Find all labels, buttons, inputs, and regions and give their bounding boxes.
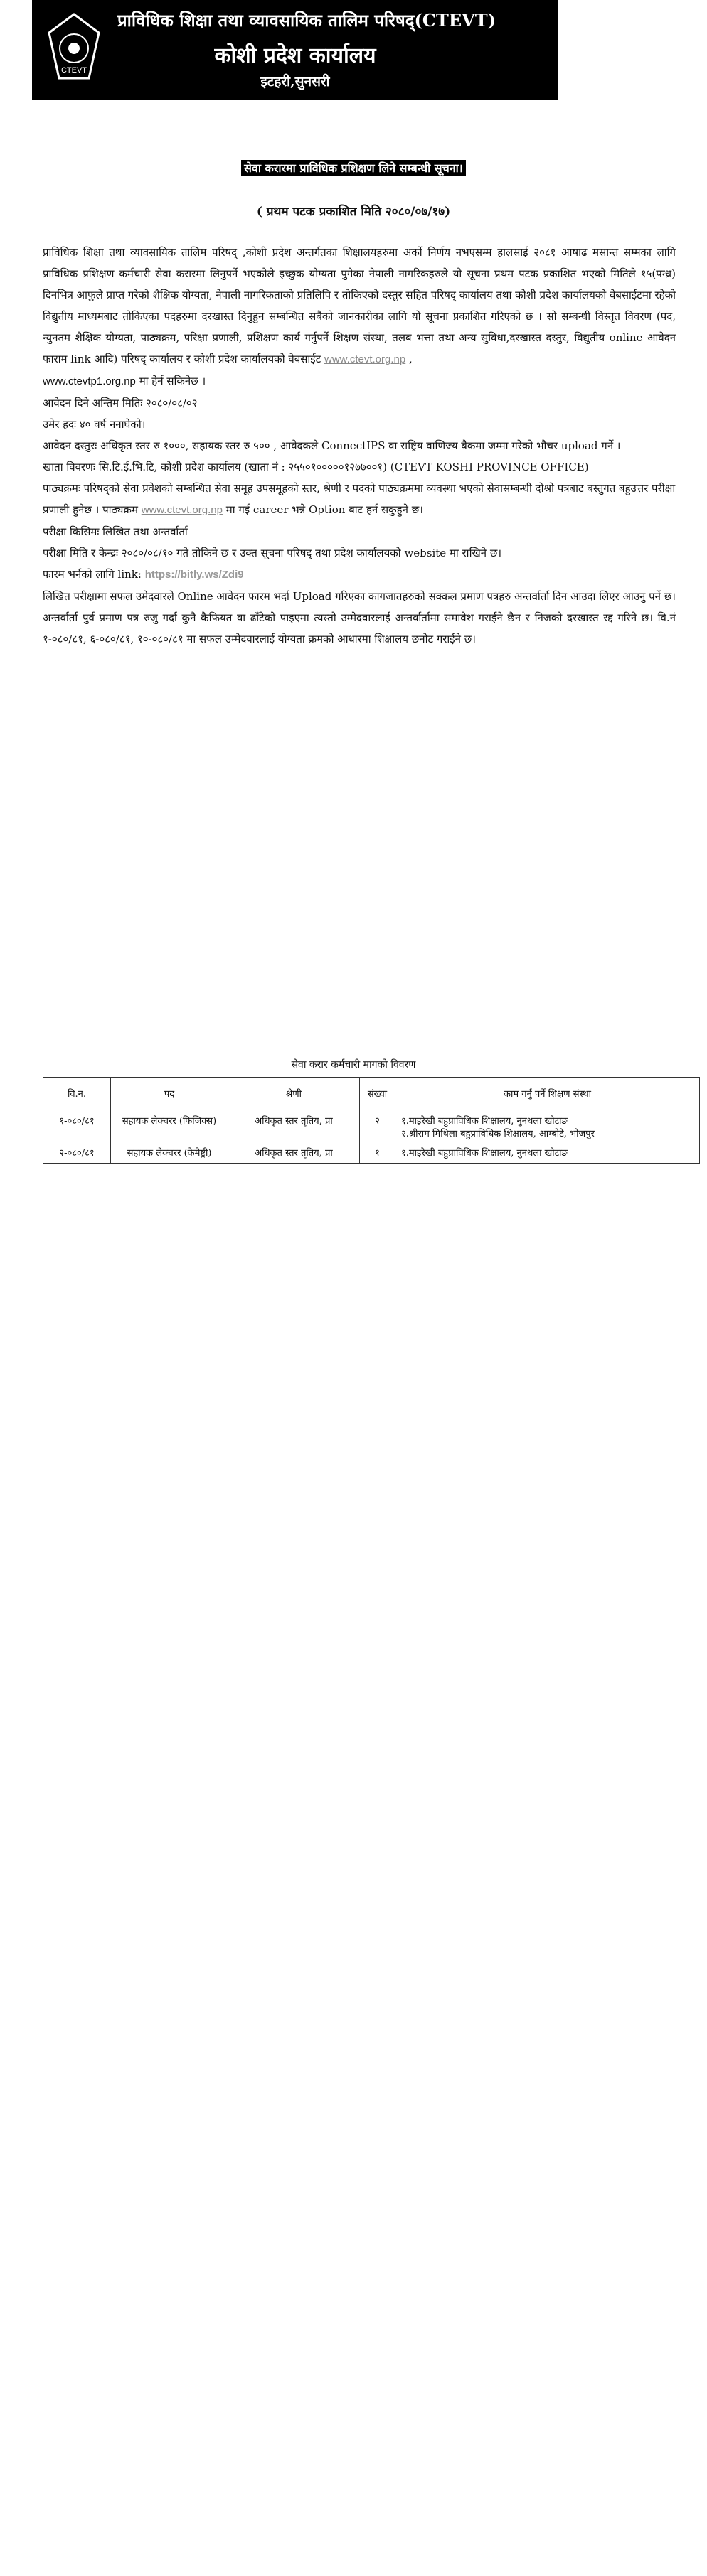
institution-item: १.माइरेखी बहुप्राविधिक शिक्षालय, नुनथला खोटाङ [401,1116,568,1127]
row-no: १-०८०/८१ [43,1112,111,1144]
application-fee: आवेदन दस्तुरः अधिकृत स्तर रु १०००, सहायक स्तर रु ५०० , आवेदकले ConnectIPS वा राष्ट्रिय वाणिज्य बैकमा जम्मा गरेको भौचर upload गर्ने । [43,439,621,452]
closing-paragraph: लिखित परीक्षामा सफल उमेदवारले Online आवेदन फारम भर्दा Upload गरिएका कागजातहरुको सक्कल प्रमाण पत्रहरु अन्तर्वार्ता दिन आउदा लिएर आउनु पर्ने छ। अन्तर्वार्ता पुर्व प्रमाण पत्र रुजु गर्दा कुनै कैफियत वा ढाँटेको पाइएमा त्यस्तो उम्मेदवारलाई अन्तर्वार्तामा समावेश गराईने छैन र निजको दरखास्त रद्द गरिने छ। वि.नं १-०८०/८१, ६-०८०/८१, १०-०८०/८१ मा सफल उम्मेदवारलाई योग्यता क्रमको आधारमा शिक्षालय छनोट गराईने छ। [43,590,676,645]
header-no: वि.न. [43,1078,111,1112]
office-name: कोशी प्रदेश कार्यालय [214,43,376,68]
row-level: अधिकृत स्तर तृतिय, प्रा [228,1144,360,1164]
website-line: www.ctevtp1.org.np मा हेर्न सकिनेछ । [43,375,206,387]
age-limit: उमेर हदः ४० वर्ष ननाघेको। [43,418,146,431]
office-location: इटहरी,सुनसरी [260,74,330,90]
row-post: सहायक लेक्चरर (केमेष्ट्री) [111,1144,228,1164]
vacancy-table [43,1077,700,1164]
notice-body [43,242,676,650]
syllabus: पाठ्यक्रमः परिषद्को सेवा प्रवेशको सम्बन्धित सेवा समूह उपसमूहको स्तर, श्रेणी र पदको पाठ्यक्रममा व्यवस्था भएको सेवासम्बन्धी दोश्रो पत्रबाट बस्तुगत बहुउत्तर परीक्षा प्रणाली हुनेछ । पाठ्यक्रम www.ctevt.org.np मा गई career भन्ने Option बाट हर्न सकुहुने छ। [43,482,676,516]
row-count: २ [360,1112,395,1144]
table-row [43,1144,700,1164]
institution-item: २.श्रीराम मिथिला बहुप्राविधिक शिक्षालय, आम्बोटे, भोजपुर [401,1129,595,1139]
row-institutions [395,1144,700,1164]
letterhead [32,0,558,100]
institution-item: १.माइरेखी बहुप्राविधिक शिक्षालय, नुनथला खोटाङ [401,1148,568,1159]
header-count: संख्या [360,1078,395,1112]
bank-account: खाता विवरणः सि.टि.ई.भि.टि, कोशी प्रदेश कार्यालय (खाता नं : २५५०१०००००१२७७००१) (CTEVT KOSHI PROVINCE OFFICE) [43,461,589,473]
syllabus-link[interactable]: www.ctevt.org.np [141,504,223,516]
table-row [43,1112,700,1144]
intro-paragraph: प्राविधिक शिक्षा तथा व्यावसायिक तालिम परिषद् ,कोशी प्रदेश अन्तर्गतका शिक्षालयहरुमा अर्को निर्णय नभएसम्म हालसाई २०८१ आषाढ मसान्त सम्मका लागि प्राविधिक प्रशिक्षण कर्मचारी सेवा करारमा लिनुपर्ने भएकोले इच्छुक योग्यता पुगेका नेपाली नागरिकहरुले यो सूचना प्रथम पटक प्रकाशित भएको मितिले १५(पन्ध्र) दिनभित्र आफुले प्राप्त गरेको शैक्षिक योग्यता, नेपाली नागरिकताको प्रतिलिपि र तोकिएको दस्तुर सहित परिषद् कार्यालय तथा कोशी प्रदेश कार्यालयको वेबसाईटमा रहेको विद्युतीय माध्यमबाट तोकिएका पदहरुमा दरखास्त दिनुहुन सम्बन्धित सबैको जानकारीका लागि यो सूचना प्रकाशित गरिएको छ । सो सम्बन्धी विस्तृत विवरण (पद, न्युनतम शैक्षिक योग्यता, पाठ्यक्रम, परिक्षा प्रणाली, प्रशिक्षण कार्य गर्नुपर्ने शिक्षण संस्था, तलब भत्ता तथा अन्य सुविधा,दरखास्त दस्तुर, विद्युतीय online आवेदन फाराम link आदि) परिषद् कार्यालय र कोशी प्रदेश कार्यालयको वेबसाईट www.ctevt.org.np , [43,246,676,365]
row-no: २-०८०/८१ [43,1144,111,1164]
row-post: सहायक लेक्चरर (फिजिक्स) [111,1112,228,1144]
table-header-row [43,1078,700,1112]
exam-date: परीक्षा मिति र केन्द्रः २०८०/०८/१० गते तोकिने छ र उक्त सूचना परिषद् तथा प्रदेश कार्यालयको website मा राखिने छ। [43,547,502,559]
exam-type: परीक्षा किसिमः लिखित तथा अन्तर्वार्ता [43,525,188,538]
logo-text: CTEVT [60,66,87,75]
first-published-date: ( प्रथम पटक प्रकाशित मिति २०८०/०७/१७) [256,205,451,219]
table-title: सेवा करार कर्मचारी मागको विवरण [291,1059,416,1070]
row-level: अधिकृत स्तर तृतिय, प्रा [228,1112,360,1144]
form-link[interactable]: https://bitly.ws/Zdi9 [144,569,244,581]
row-count: १ [360,1144,395,1164]
ctevt-website-link[interactable]: www.ctevt.org.np [324,353,406,365]
header-institution: काम गर्नु पर्ने शिक्षण संस्था [395,1078,700,1112]
council-name: प्राविधिक शिक्षा तथा व्यावसायिक तालिम परिषद्(CTEVT) [117,10,496,31]
notice-title: सेवा करारमा प्राविधिक प्रशिक्षण लिने सम्बन्धी सूचना। [0,160,707,176]
header-post: पद [111,1078,228,1112]
header-level: श्रेणी [228,1078,360,1112]
deadline: आवेदन दिने अन्तिम मितिः २०८०/०८/०२ [43,397,198,409]
province-website-link[interactable]: www.ctevtp1.org.np [43,375,136,387]
form-link-line: फारम भर्नको लागि link: https://bitly.ws/Zdi9 [43,568,244,581]
row-institutions [395,1112,700,1144]
